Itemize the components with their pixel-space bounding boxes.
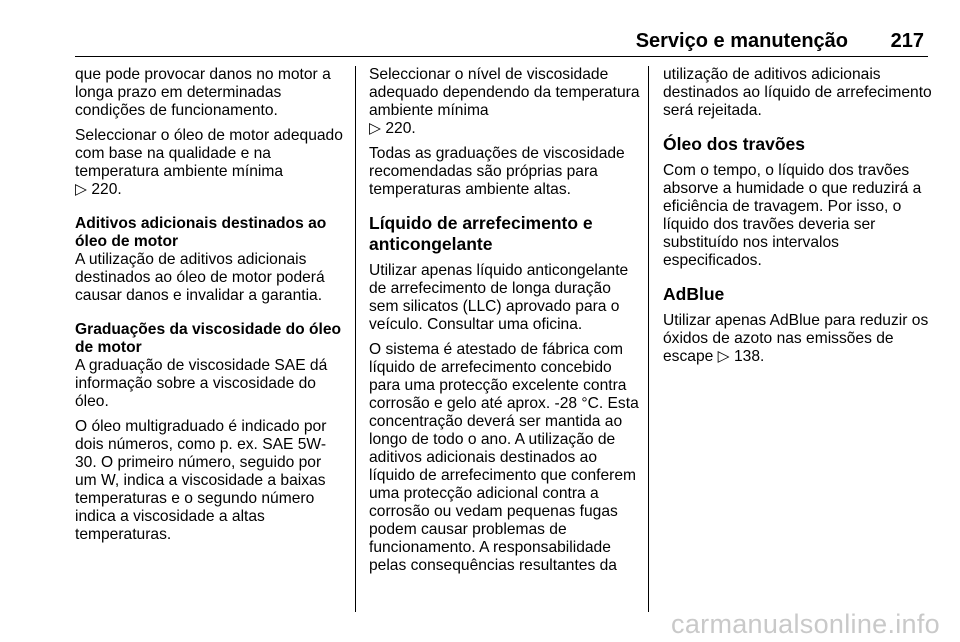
paragraph: O sistema é atestado de fábrica com líquido de arrefecimento concebido para uma protecção excelente contra corrosão e gelo até aprox. -28 °C. Esta concentração deverá ser mantida ao longo de todo o ano. A utilização de aditivos adicionais destinados ao líquido de arrefecimento que conferem uma protecção adicional contra a corrosão ou vedam pequenas fugas podem causar problemas de funcionamento. A responsabilidade pelas consequências resultantes da	[369, 341, 639, 574]
subheading: Graduações da viscosidade do óleo de motor	[75, 321, 342, 356]
section-heading: AdBlue	[663, 284, 725, 304]
paragraph-text: Seleccionar o nível de viscosidade adequado dependendo da temperatura ambiente mínima	[369, 66, 640, 119]
paragraph	[369, 66, 641, 138]
paragraph-text: Utilizar apenas AdBlue para reduzir os óxidos de azoto nas emissões de escape	[663, 312, 929, 365]
watermark: carmanualsonline.info	[671, 609, 940, 639]
section-title: Serviço e manutenção	[635, 30, 848, 52]
page-reference-number: 220.	[385, 120, 416, 137]
paragraph: Todas as graduações de viscosidade recomendadas são próprias para temperaturas ambiente altas.	[369, 145, 625, 198]
column-divider	[648, 66, 649, 612]
paragraph: A utilização de aditivos adicionais destinados ao óleo de motor poderá causar danos e invalidar a garantia.	[75, 251, 325, 304]
paragraph-text: Seleccionar o óleo de motor adequado com base na qualidade e na temperatura ambiente mínima	[75, 127, 343, 180]
text-column-3	[663, 66, 935, 373]
page-header	[75, 24, 928, 57]
paragraph: Com o tempo, o líquido dos travões absorve a humidade o que reduzirá a eficiência de travagem. Por isso, o líquido dos travões deveria ser substituído nos intervalos especificados.	[663, 162, 922, 269]
page-reference-number: 220.	[91, 181, 122, 198]
text-column-1	[75, 66, 347, 551]
paragraph: utilização de aditivos adicionais destinados ao líquido de arrefecimento será rejeitada.	[663, 66, 932, 119]
paragraph: O óleo multigraduado é indicado por dois números, como p. ex. SAE 5W-30. O primeiro número, seguido por um W, indica a viscosidade a baixas temperaturas e o segundo número indica a viscosidade a altas temperaturas.	[75, 418, 327, 543]
column-divider	[355, 66, 356, 612]
text-column-2	[369, 66, 641, 582]
paragraph	[663, 312, 935, 366]
paragraph	[75, 127, 347, 199]
page-number: 217	[890, 30, 924, 52]
page-reference-triangle-icon: ▷	[369, 120, 381, 137]
page-reference-link[interactable]	[718, 348, 765, 365]
page-reference-triangle-icon: ▷	[717, 348, 730, 365]
page-reference-number: 138.	[733, 348, 765, 365]
paragraph: A graduação de viscosidade SAE dá informação sobre a viscosidade do óleo.	[75, 357, 328, 410]
section-heading: Líquido de arrefecimento e anticongelante	[369, 213, 593, 254]
paragraph: que pode provocar danos no motor a longa prazo em determinadas condições de funcionamento.	[75, 66, 331, 119]
page-reference-triangle-icon: ▷	[75, 181, 87, 198]
page-reference-link[interactable]	[369, 120, 416, 137]
page-reference-link[interactable]	[75, 181, 122, 198]
subheading: Aditivos adicionais destinados ao óleo de motor	[75, 215, 327, 250]
paragraph: Utilizar apenas líquido anticongelante de arrefecimento de longa duração sem silicatos (LLC) aprovado para o veículo. Consultar uma oficina.	[369, 262, 629, 333]
section-heading: Óleo dos travões	[663, 134, 805, 154]
